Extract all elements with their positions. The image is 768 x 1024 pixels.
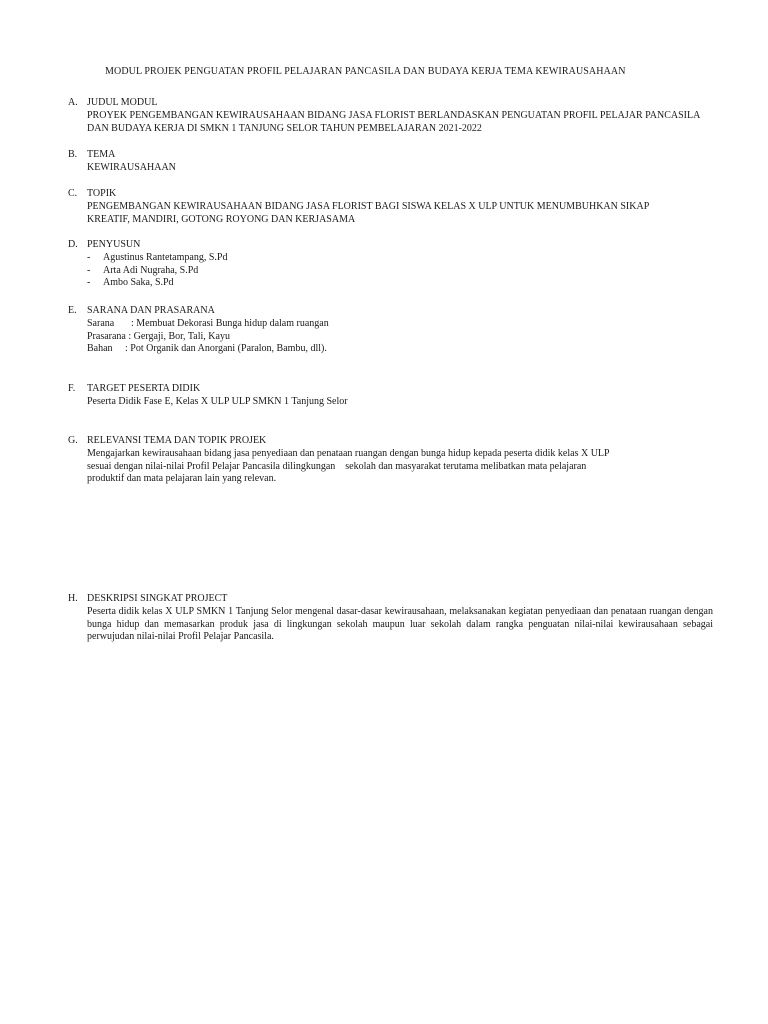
- list-item: [87, 252, 713, 265]
- section-letter: H.: [68, 593, 78, 604]
- section-heading: RELEVANSI TEMA DAN TOPIK PROJEK: [87, 435, 267, 446]
- description-paragraph: Peserta didik kelas X ULP SMKN 1 Tanjung Selor mengenal dasar-dasar kewirausahaan, melaksanakan kegiatan penyediaan dan penataan ruangan dengan bunga hidup dan memasarkan produk jasa di lingkungan sekolah maupun luar sekolah dalam rangka penguatan nilai-nilai kewirausahaan sebagai perwujudan nilai-nilai Profil Pelajar Pancasila.: [87, 605, 713, 643]
- section-deskripsi: [68, 593, 713, 644]
- section-heading: TOPIK: [87, 188, 117, 199]
- sarana-row: [87, 318, 713, 331]
- section-tema: [68, 149, 713, 175]
- section-heading: JUDUL MODUL: [87, 97, 158, 108]
- section-text-line: DAN BUDAYA KERJA DI SMKN 1 TANJUNG SELOR TAHUN PEMBELAJARAN 2021-2022: [87, 122, 482, 134]
- list-dash: -: [87, 277, 91, 289]
- sarana-value: : Membuat Dekorasi Bunga hidup dalam ruangan: [131, 317, 329, 329]
- section-sarana-prasarana: [68, 305, 713, 356]
- section-text-line: Mengajarkan kewirausahaan bidang jasa penyediaan dan penataan ruangan dengan bunga hidup kepada peserta didik kelas X ULP: [87, 447, 610, 459]
- list-item: [87, 277, 713, 290]
- section-topik: [68, 188, 713, 226]
- section-text-line: produktif dan mata pelajaran lain yang relevan.: [87, 473, 277, 485]
- prasarana-label: Prasarana: [87, 330, 126, 342]
- section-heading: SARANA DAN PRASARANA: [87, 305, 215, 316]
- section-letter: C.: [68, 188, 78, 199]
- section-text-line: KEWIRAUSAHAAN: [87, 161, 176, 173]
- section-judul-modul: [68, 97, 713, 135]
- list-item: [87, 265, 713, 278]
- section-heading: DESKRIPSI SINGKAT PROJECT: [87, 593, 228, 604]
- section-text-line: PROYEK PENGEMBANGAN KEWIRAUSAHAAN BIDANG JASA FLORIST BERLANDASKAN PENGUATAN PROFIL PELAJAR PANCASILA: [87, 109, 701, 121]
- section-letter: A.: [68, 97, 78, 108]
- section-text-line: Peserta Didik Fase E, Kelas X ULP ULP SMKN 1 Tanjung Selor: [87, 395, 348, 407]
- section-heading: TARGET PESERTA DIDIK: [87, 383, 201, 394]
- sarana-label: Sarana: [87, 317, 115, 329]
- list-dash: -: [87, 264, 91, 276]
- section-relevansi: [68, 435, 713, 486]
- section-letter: B.: [68, 149, 78, 160]
- author-name: Agustinus Rantetampang, S.Pd: [103, 251, 228, 263]
- prasarana-row: [87, 331, 713, 344]
- list-dash: -: [87, 251, 91, 263]
- section-text-line: KREATIF, MANDIRI, GOTONG ROYONG DAN KERJASAMA: [87, 213, 356, 225]
- section-text-line: PENGEMBANGAN KEWIRAUSAHAAN BIDANG JASA FLORIST BAGI SISWA KELAS X ULP UNTUK MENUMBUHKAN SIKAP: [87, 200, 650, 212]
- bahan-value: : Pot Organik dan Anorgani (Paralon, Bambu, dll).: [125, 343, 327, 355]
- section-letter: F.: [68, 383, 76, 394]
- section-letter: D.: [68, 239, 78, 250]
- prasarana-value: : Gergaji, Bor, Tali, Kayu: [125, 330, 230, 342]
- document-title: MODUL PROJEK PENGUATAN PROFIL PELAJARAN PANCASILA DAN BUDAYA KERJA TEMA KEWIRAUSAHAAN: [105, 66, 626, 77]
- bahan-row: [87, 343, 713, 356]
- author-list: [87, 252, 713, 290]
- section-letter: E.: [68, 305, 77, 316]
- section-heading: TEMA: [87, 149, 116, 160]
- section-letter: G.: [68, 435, 78, 446]
- section-target-peserta-didik: [68, 383, 713, 409]
- section-heading: PENYUSUN: [87, 239, 141, 250]
- section-text-line: sesuai dengan nilai-nilai Profil Pelajar Pancasila dilingkungan sekolah dan masyarakat terutama melibatkan mata pelajaran: [87, 460, 587, 472]
- author-name: Ambo Saka, S.Pd: [103, 277, 174, 289]
- section-penyusun: [68, 239, 713, 290]
- author-name: Arta Adi Nugraha, S.Pd: [103, 264, 199, 276]
- bahan-label: Bahan: [87, 343, 113, 355]
